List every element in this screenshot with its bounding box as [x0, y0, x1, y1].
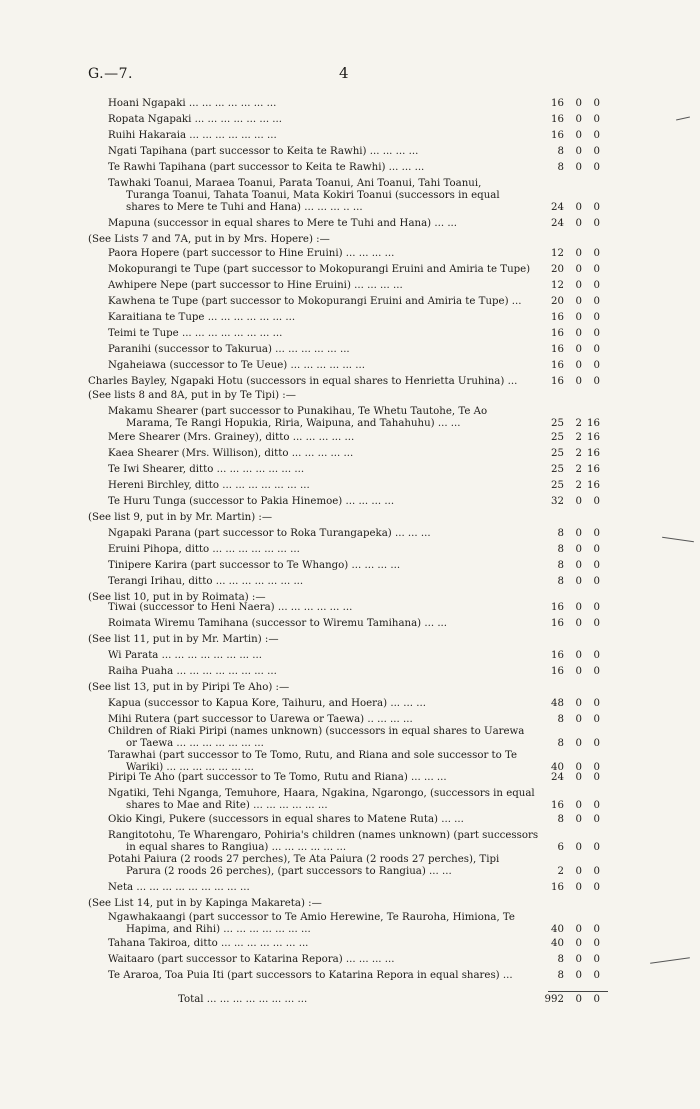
- entry-amount: [540, 881, 600, 894]
- amount-perches: 0: [593, 296, 600, 307]
- amount-roods: 0: [575, 114, 582, 125]
- amount-pounds: 24: [551, 772, 564, 783]
- amount-roods: 0: [575, 360, 582, 371]
- amount-pounds: 24: [551, 202, 564, 213]
- entry-text-line: Tiwai (successor to Heni Naera) ... ... ... ... ... ...: [108, 602, 353, 613]
- amount-roods: 0: [575, 602, 582, 613]
- amount-perches: 0: [593, 280, 600, 291]
- amount-roods: 0: [575, 698, 582, 709]
- entry-text-line: Te Rawhi Tapihana (part successor to Keita te Rawhi) ... ... ...: [108, 162, 425, 173]
- amount-roods: 0: [575, 954, 582, 965]
- entry-text-line: Wariki) ... ... ... ... ... ... ...: [126, 762, 254, 773]
- entry-text-line: (See lists 8 and 8A, put in by Te Tipi) :—: [88, 390, 296, 401]
- entry-amount: [540, 559, 600, 572]
- page-code: G.—7.: [88, 66, 133, 82]
- entry-amount: [540, 343, 600, 356]
- amount-perches: 16: [587, 448, 600, 459]
- amount-perches: 0: [593, 738, 600, 749]
- entry-text-line: Paranihi (successor to Takurua) ... ... ... ... ... ...: [108, 344, 350, 355]
- amount-perches: 0: [593, 576, 600, 587]
- amount-perches: 0: [593, 264, 600, 275]
- amount-roods: 2: [575, 432, 582, 443]
- amount-pounds: 8: [557, 544, 564, 555]
- amount-perches: 0: [593, 98, 600, 109]
- entry-text-line: Paora Hopere (part successor to Hine Eruini) ... ... ... ...: [108, 248, 395, 259]
- amount-roods: 0: [575, 376, 582, 387]
- page-number: 4: [339, 64, 349, 82]
- entry-amount: [540, 161, 600, 174]
- entry-text-line: Ropata Ngapaki ... ... ... ... ... ... ...: [108, 114, 283, 125]
- amount-perches: 0: [593, 924, 600, 935]
- amount-roods: 0: [575, 98, 582, 109]
- amount-roods: 2: [575, 418, 582, 429]
- entry-text-line: (See list 13, put in by Piripi Te Aho) :—: [88, 682, 290, 693]
- entry-text-line: Hereni Birchley, ditto ... ... ... ... ... ... ...: [108, 480, 310, 491]
- total-roods: 0: [575, 994, 582, 1005]
- amount-pounds: 8: [557, 814, 564, 825]
- amount-roods: 0: [575, 202, 582, 213]
- amount-perches: 0: [593, 162, 600, 173]
- amount-perches: 0: [593, 698, 600, 709]
- amount-roods: 0: [575, 762, 582, 773]
- entry-text-line: Mapuna (successor in equal shares to Mere te Tuhi and Hana) ... ...: [108, 218, 458, 229]
- entry-text-line: Karaitiana te Tupe ... ... ... ... ... ... ...: [108, 312, 296, 323]
- entry-text-line: Ngawhakaangi (part successor to Te Amio Herewine, Te Rauroha, Himiona, Te: [108, 912, 515, 923]
- amount-pounds: 2: [557, 866, 564, 877]
- entry-amount: [540, 649, 600, 662]
- amount-pounds: 40: [551, 938, 564, 949]
- amount-pounds: 16: [551, 800, 564, 811]
- amount-pounds: 8: [557, 714, 564, 725]
- amount-perches: 0: [593, 772, 600, 783]
- amount-roods: 0: [575, 938, 582, 949]
- entry-amount: [540, 937, 600, 950]
- entry-text-line: (See list 11, put in by Mr. Martin) :—: [88, 634, 279, 645]
- amount-roods: 0: [575, 496, 582, 507]
- entry-amount: [540, 697, 600, 710]
- amount-pounds: 20: [551, 264, 564, 275]
- entry-text-line: Te Araroa, Toa Puia Iti (part successors to Katarina Repora in equal shares) ...: [108, 970, 513, 981]
- entry-amount: [540, 799, 600, 812]
- amount-perches: 0: [593, 762, 600, 773]
- entry-text-line: Te Huru Tunga (successor to Pakia Hinemoe) ... ... ... ...: [108, 496, 395, 507]
- entry-amount: [540, 295, 600, 308]
- entry-amount: [540, 279, 600, 292]
- entry-amount: [540, 813, 600, 826]
- amount-perches: 0: [593, 882, 600, 893]
- entry-text-line: (See Lists 7 and 7A, put in by Mrs. Hopere) :—: [88, 234, 330, 245]
- entry-text-line: Ngatiki, Tehi Nganga, Temuhore, Haara, Ngakina, Ngarongo, (successors in equal: [108, 788, 535, 799]
- amount-perches: 0: [593, 114, 600, 125]
- amount-pounds: 16: [551, 602, 564, 613]
- entry-amount: [540, 247, 600, 260]
- amount-pounds: 16: [551, 312, 564, 323]
- amount-roods: 2: [575, 464, 582, 475]
- amount-roods: 2: [575, 480, 582, 491]
- entry-text-line: Terangi Irihau, ditto ... ... ... ... ... ... ...: [108, 576, 304, 587]
- entry-amount: [540, 479, 600, 492]
- amount-pounds: 8: [557, 162, 564, 173]
- amount-roods: 0: [575, 296, 582, 307]
- entry-text-line: Ruihi Hakaraia ... ... ... ... ... ... ...: [108, 130, 277, 141]
- entry-text-line: Mokopurangi te Tupe (part successor to Mokopurangi Eruini and Amiria te Tupe): [108, 264, 531, 275]
- amount-perches: 0: [593, 938, 600, 949]
- amount-pounds: 12: [551, 280, 564, 291]
- amount-roods: 0: [575, 576, 582, 587]
- amount-perches: 0: [593, 496, 600, 507]
- amount-pounds: 25: [551, 432, 564, 443]
- entry-text-line: Kapua (successor to Kapua Kore, Taihuru, and Hoera) ... ... ...: [108, 698, 426, 709]
- amount-pounds: 16: [551, 618, 564, 629]
- amount-perches: 0: [593, 130, 600, 141]
- amount-perches: 0: [593, 376, 600, 387]
- amount-perches: 0: [593, 360, 600, 371]
- total-perches: 0: [593, 994, 600, 1005]
- entry-amount: [540, 713, 600, 726]
- amount-perches: 0: [593, 650, 600, 661]
- entry-text-line: Eruini Pihopa, ditto ... ... ... ... ... ... ...: [108, 544, 300, 555]
- entry-amount: [540, 375, 600, 388]
- amount-roods: 0: [575, 866, 582, 877]
- amount-pounds: 16: [551, 376, 564, 387]
- entry-text-line: Rangitotohu, Te Wharengaro, Pohiria's children (names unknown) (part successors: [108, 830, 539, 841]
- amount-perches: 0: [593, 800, 600, 811]
- entry-text-line: Ngapaki Parana (part successor to Roka Turangapeka) ... ... ...: [108, 528, 431, 539]
- entry-text-line: Mihi Rutera (part successor to Uarewa or Taewa) .. ... ... ...: [108, 714, 413, 725]
- entry-amount: [540, 129, 600, 142]
- entry-text-line: Te Iwi Shearer, ditto ... ... ... ... ... ... ...: [108, 464, 305, 475]
- amount-roods: 0: [575, 130, 582, 141]
- amount-perches: 0: [593, 970, 600, 981]
- entry-text-line: Mere Shearer (Mrs. Grainey), ditto ... ... ... ... ...: [108, 432, 355, 443]
- entry-text-line: Children of Riaki Piripi (names unknown) (successors in equal shares to Uarewa: [108, 726, 525, 737]
- entry-text-line: Ngati Tapihana (part successor to Keita te Rawhi) ... ... ... ...: [108, 146, 419, 157]
- amount-perches: 0: [593, 312, 600, 323]
- entry-text-line: Hoani Ngapaki ... ... ... ... ... ... ...: [108, 98, 277, 109]
- amount-roods: 0: [575, 544, 582, 555]
- amount-pounds: 40: [551, 924, 564, 935]
- amount-roods: 0: [575, 924, 582, 935]
- amount-perches: 0: [593, 842, 600, 853]
- amount-pounds: 16: [551, 130, 564, 141]
- entry-amount: [540, 431, 600, 444]
- amount-perches: 0: [593, 602, 600, 613]
- entry-text-line: Kawhena te Tupe (part successor to Mokopurangi Eruini and Amiria te Tupe) ...: [108, 296, 522, 307]
- amount-roods: 0: [575, 248, 582, 259]
- amount-pounds: 24: [551, 218, 564, 229]
- amount-perches: 0: [593, 218, 600, 229]
- entry-text-line: Potahi Paiura (2 roods 27 perches), Te Ata Paiura (2 roods 27 perches), Tipi: [108, 854, 500, 865]
- total-amount: [540, 993, 600, 1006]
- entry-text-line: (See list 9, put in by Mr. Martin) :—: [88, 512, 273, 523]
- entry-amount: [540, 923, 600, 936]
- entry-text-line: Neta ... ... ... ... ... ... ... ... ...: [108, 882, 250, 893]
- amount-roods: 2: [575, 448, 582, 459]
- entry-text-line: (See list 10, put in by Roimata) :—: [88, 592, 266, 603]
- amount-roods: 0: [575, 560, 582, 571]
- amount-pounds: 20: [551, 296, 564, 307]
- amount-perches: 16: [587, 432, 600, 443]
- entry-text-line: Piripi Te Aho (part successor to Te Tomo, Rutu and Riana) ... ... ...: [108, 772, 447, 783]
- amount-roods: 0: [575, 280, 582, 291]
- amount-roods: 0: [575, 772, 582, 783]
- entry-amount: [540, 495, 600, 508]
- amount-perches: 0: [593, 544, 600, 555]
- amount-pounds: 6: [557, 842, 564, 853]
- amount-pounds: 16: [551, 882, 564, 893]
- entry-text-line: Tarawhai (part successor to Te Tomo, Rutu, and Riana and sole successor to Te: [108, 750, 518, 761]
- entry-text-line: Kaea Shearer (Mrs. Willison), ditto ... ... ... ... ...: [108, 448, 354, 459]
- amount-roods: 0: [575, 666, 582, 677]
- entry-text-line: Makamu Shearer (part successor to Punakihau, Te Whetu Tautohe, Te Ao: [108, 406, 488, 417]
- entry-amount: [540, 953, 600, 966]
- amount-roods: 0: [575, 618, 582, 629]
- amount-roods: 0: [575, 162, 582, 173]
- entry-text-line: Teimi te Tupe ... ... ... ... ... ... ... ...: [108, 328, 283, 339]
- entry-amount: [540, 969, 600, 982]
- amount-roods: 0: [575, 328, 582, 339]
- amount-pounds: 8: [557, 970, 564, 981]
- entry-text-line: or Taewa ... ... ... ... ... ... ...: [126, 738, 264, 749]
- amount-roods: 0: [575, 882, 582, 893]
- entry-text-line: shares to Mae and Rite) ... ... ... ... ... ...: [126, 800, 328, 811]
- entry-amount: [540, 617, 600, 630]
- entry-amount: [540, 447, 600, 460]
- amount-roods: 0: [575, 146, 582, 157]
- amount-roods: 0: [575, 714, 582, 725]
- amount-roods: 0: [575, 814, 582, 825]
- amount-pounds: 16: [551, 360, 564, 371]
- amount-perches: 0: [593, 814, 600, 825]
- entry-text-line: Turanga Toanui, Tahata Toanui, Mata Kokiri Toanui (successors in equal: [126, 190, 500, 201]
- entry-text-line: Wi Parata ... ... ... ... ... ... ... ...: [108, 650, 262, 661]
- amount-perches: 0: [593, 618, 600, 629]
- entry-amount: [540, 97, 600, 110]
- entry-amount: [540, 737, 600, 750]
- entry-text-line: Parura (2 roods 26 perches), (part successors to Rangiua) ... ...: [126, 866, 452, 877]
- amount-perches: 0: [593, 954, 600, 965]
- entry-text-line: Charles Bayley, Ngapaki Hotu (successors in equal shares to Henrietta Uruhina) ...: [88, 376, 518, 387]
- entry-text-line: Marama, Te Rangi Hopukia, Riria, Waipuna, and Tahahuhu) ... ...: [126, 418, 461, 429]
- entry-amount: [540, 601, 600, 614]
- amount-pounds: 16: [551, 650, 564, 661]
- amount-pounds: 8: [557, 560, 564, 571]
- amount-perches: 0: [593, 714, 600, 725]
- amount-perches: 16: [587, 464, 600, 475]
- entry-amount: [540, 359, 600, 372]
- entry-amount: [540, 527, 600, 540]
- entry-amount: [540, 217, 600, 230]
- entry-amount: [540, 841, 600, 854]
- amount-pounds: 48: [551, 698, 564, 709]
- amount-pounds: 16: [551, 344, 564, 355]
- amount-perches: 0: [593, 328, 600, 339]
- amount-pounds: 16: [551, 114, 564, 125]
- entry-text-line: Roimata Wiremu Tamihana (successor to Wiremu Tamihana) ... ...: [108, 618, 448, 629]
- amount-perches: 0: [593, 202, 600, 213]
- total-rule: [548, 991, 608, 992]
- entry-amount: [540, 771, 600, 784]
- entry-amount: [540, 311, 600, 324]
- amount-pounds: 8: [557, 738, 564, 749]
- amount-pounds: 8: [557, 528, 564, 539]
- entry-text-line: Hapima, and Rihi) ... ... ... ... ... ... ...: [126, 924, 311, 935]
- entry-amount: [540, 463, 600, 476]
- entry-text-line: Ngaheiawa (successor to Te Ueue) ... ... ... ... ... ...: [108, 360, 365, 371]
- entry-amount: [540, 327, 600, 340]
- entry-text-line: shares to Mere te Tuhi and Hana) ... ... ... .. ...: [126, 202, 363, 213]
- total-pounds: 992: [544, 994, 564, 1005]
- entry-text-line: Raiha Puaha ... ... ... ... ... ... ... ...: [108, 666, 277, 677]
- amount-roods: 0: [575, 738, 582, 749]
- entry-amount: [540, 865, 600, 878]
- amount-pounds: 16: [551, 98, 564, 109]
- entry-text-line: (See List 14, put in by Kapinga Makareta) :—: [88, 898, 322, 909]
- amount-roods: 0: [575, 842, 582, 853]
- amount-pounds: 8: [557, 954, 564, 965]
- entry-text-line: Tawhaki Toanui, Maraea Toanui, Parata Toanui, Ani Toanui, Tahi Toanui,: [108, 178, 482, 189]
- amount-roods: 0: [575, 264, 582, 275]
- amount-pounds: 16: [551, 666, 564, 677]
- amount-perches: 0: [593, 248, 600, 259]
- amount-pounds: 8: [557, 146, 564, 157]
- entry-amount: [540, 201, 600, 214]
- entry-text-line: Waitaaro (part successor to Katarina Repora) ... ... ... ...: [108, 954, 395, 965]
- amount-perches: 0: [593, 528, 600, 539]
- entry-amount: [540, 543, 600, 556]
- total-label: Total ... ... ... ... ... ... ... ...: [178, 994, 308, 1005]
- entry-amount: [540, 263, 600, 276]
- entry-amount: [540, 575, 600, 588]
- amount-roods: 0: [575, 312, 582, 323]
- amount-perches: 0: [593, 666, 600, 677]
- amount-pounds: 25: [551, 448, 564, 459]
- amount-roods: 0: [575, 800, 582, 811]
- entry-text-line: Tahana Takiroa, ditto ... ... ... ... ... ... ...: [108, 938, 309, 949]
- amount-roods: 0: [575, 970, 582, 981]
- amount-roods: 0: [575, 218, 582, 229]
- entry-text-line: Okio Kingi, Pukere (successors in equal shares to Matene Ruta) ... ...: [108, 814, 464, 825]
- amount-roods: 0: [575, 528, 582, 539]
- entry-text-line: Tinipere Karira (part successor to Te Whango) ... ... ... ...: [108, 560, 401, 571]
- amount-pounds: 32: [551, 496, 564, 507]
- amount-perches: 0: [593, 344, 600, 355]
- amount-pounds: 12: [551, 248, 564, 259]
- amount-roods: 0: [575, 650, 582, 661]
- amount-perches: 0: [593, 866, 600, 877]
- entry-amount: [540, 113, 600, 126]
- entry-text-line: Awhipere Nepe (part successor to Hine Eruini) ... ... ... ...: [108, 280, 403, 291]
- amount-perches: 16: [587, 418, 600, 429]
- amount-pounds: 16: [551, 328, 564, 339]
- amount-pounds: 8: [557, 576, 564, 587]
- entry-amount: [540, 145, 600, 158]
- amount-roods: 0: [575, 344, 582, 355]
- amount-pounds: 25: [551, 418, 564, 429]
- amount-perches: 16: [587, 480, 600, 491]
- entry-amount: [540, 417, 600, 430]
- amount-perches: 0: [593, 146, 600, 157]
- entry-amount: [540, 665, 600, 678]
- amount-pounds: 25: [551, 464, 564, 475]
- amount-pounds: 40: [551, 762, 564, 773]
- amount-perches: 0: [593, 560, 600, 571]
- entry-text-line: in equal shares to Rangiua) ... ... ... ... ... ...: [126, 842, 347, 853]
- amount-pounds: 25: [551, 480, 564, 491]
